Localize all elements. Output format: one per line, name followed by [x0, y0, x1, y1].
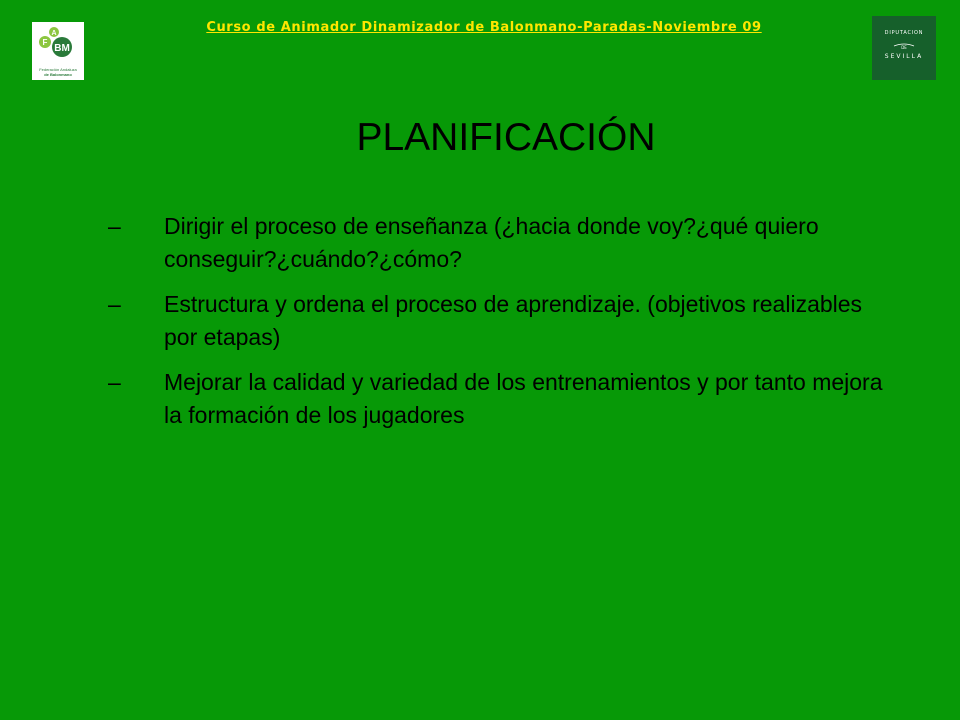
bullet-item — [108, 366, 888, 432]
logo-caption-line1: Federación Andaluza — [39, 67, 77, 72]
bullet-text: Dirigir el proceso de enseñanza (¿hacia donde voy?¿qué quiero conseguir?¿cuándo?¿cómo? — [164, 213, 819, 272]
fabm-logo — [32, 22, 84, 80]
bullet-item — [108, 288, 888, 354]
bullet-item — [108, 210, 888, 276]
emblem-icon — [872, 16, 936, 80]
bullet-list — [108, 210, 888, 444]
logo-diputacion-text: DIPUTACION — [884, 30, 924, 36]
logo-letter-a: A — [51, 30, 57, 37]
bullet-marker: – — [108, 213, 121, 239]
bullet-marker: – — [108, 369, 121, 395]
bullet-text: Estructura y ordena el proceso de aprendizaje. (objetivos realizables por etapas) — [164, 291, 863, 350]
logo-letter-f: F — [42, 38, 48, 47]
course-header: Curso de Animador Dinamizador de Balonmano-Paradas-Noviembre 09 — [206, 20, 762, 35]
slide-title: PLANIFICACIÓN — [356, 116, 656, 159]
logo-de-text: DE — [901, 45, 907, 50]
diputacion-sevilla-logo — [872, 16, 936, 80]
bullet-marker: – — [108, 291, 121, 317]
fabm-circles-icon — [32, 22, 84, 68]
logo-caption-line2: de Balonmano — [44, 72, 72, 77]
bullet-text: Mejorar la calidad y variedad de los entrenamientos y por tanto mejora la formación de los jugadores — [164, 369, 883, 428]
logo-letters-bm: BM — [54, 43, 70, 54]
logo-city-text: SEVILLA — [884, 53, 924, 60]
